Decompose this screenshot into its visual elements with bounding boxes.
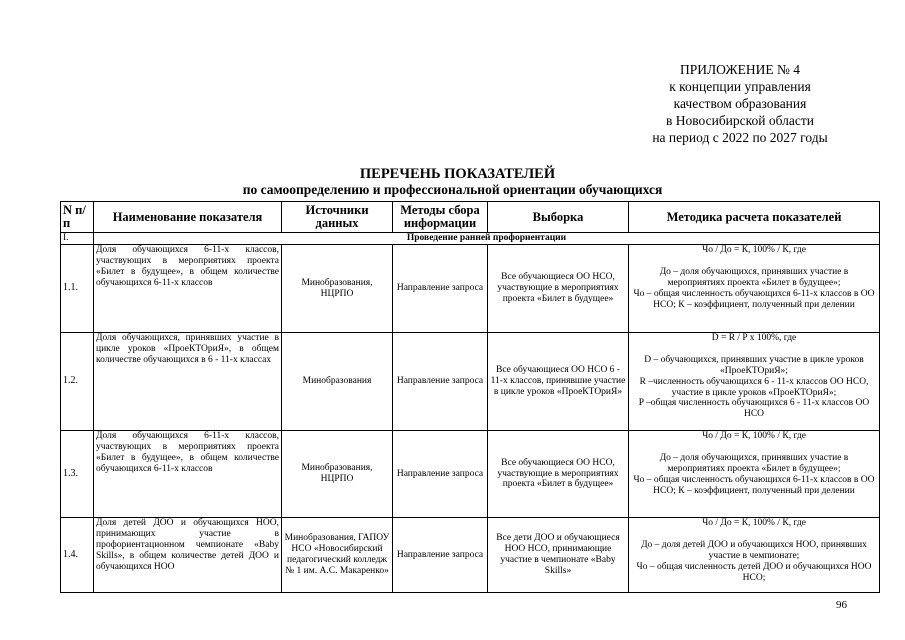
indicator-name: Доля обучающихся 6-11-х классов, участвующих в мероприятиях проекта «Билет в будущее», в общем количестве обучающихся 6-11-х классов	[94, 431, 282, 518]
appendix-line: к концепции управления	[669, 79, 811, 94]
title-line-1: ПЕРЕЧЕНЬ ПОКАЗАТЕЛЕЙ	[359, 166, 556, 182]
data-source: Минобразования, ГАПОУ НСО «Новосибирский педагогический колледж № 1 им. А.С. Макаренко»	[282, 518, 393, 593]
row-number: 1.2.	[61, 333, 94, 431]
method-spacer	[631, 256, 877, 267]
method-spacer	[631, 344, 877, 355]
row-number: 1.4.	[61, 518, 94, 593]
calculation-method	[629, 431, 880, 518]
method-line: До – доля обучающихся, принявших участие в мероприятиях проекта «Билет в будущее»;	[659, 452, 849, 474]
header-sources: Источники данных	[282, 202, 393, 233]
method-line: D – обучающихся, принявших участие в цикле уроков «ПроеКТОриЯ»;	[644, 354, 864, 376]
method-line: Чо – общая численность обучающихся 6-11-х классов в ОО НСО; К – коэффициент, полученный при делении	[633, 474, 875, 496]
collection-method: Направление запроса	[393, 333, 488, 431]
header-collection-methods: Методы сбора информации	[393, 202, 488, 233]
appendix-line: на период с 2022 по 2027 годы	[652, 130, 828, 145]
section-row	[61, 233, 880, 245]
method-line: Чо / До = К, 100% / К, где	[702, 431, 806, 441]
data-source: Минобразования, НЦРПО	[282, 431, 393, 518]
indicator-name: Доля обучающихся 6-11-х классов, участвующих в мероприятиях проекта «Билет в будущее», в общем количестве обучающихся 6-11-х классов	[94, 245, 282, 333]
table-row	[61, 518, 880, 593]
data-source: Минобразования, НЦРПО	[282, 245, 393, 333]
method-line: Чо / До = К, 100% / К, где	[702, 245, 806, 255]
data-source: Минобразования	[282, 333, 393, 431]
table-row	[61, 431, 880, 518]
method-line: P –общая численность обучающихся 6 - 11-х классов ОО НСО	[638, 398, 870, 420]
table-row	[61, 245, 880, 333]
method-line: D = R / P х 100%, где	[711, 333, 797, 343]
appendix-line: качеством образования	[673, 96, 807, 111]
method-line: До – доля обучающихся, принявших участие в мероприятиях проекта «Билет в будущее»;	[659, 266, 849, 288]
appendix-header	[620, 61, 860, 146]
calculation-method	[629, 518, 880, 593]
header-sample: Выборка	[488, 202, 629, 233]
section-title: Проведение ранней профориентации	[94, 233, 880, 245]
method-line: До – доля детей ДОО и обучающихся НОО, принявших участие в чемпионате;	[641, 539, 867, 561]
header-number: N п/п	[61, 202, 94, 233]
method-spacer	[631, 442, 877, 453]
indicator-name: Доля детей ДОО и обучающихся НОО, принимающих участие в профориентационном чемпионате «Baby Skills», в общем количестве детей ДОО и обучающихся НОО	[94, 518, 282, 593]
row-number: 1.1.	[61, 245, 94, 333]
method-line: Чо / До = К, 100% / К, где	[702, 518, 806, 528]
section-number: I.	[61, 233, 94, 245]
page-number: 96	[836, 599, 847, 611]
title-line-2: по самоопределению и профессиональной ориентации обучающихся	[242, 182, 663, 197]
method-spacer	[631, 529, 877, 540]
calculation-method	[629, 333, 880, 431]
document-title	[0, 166, 905, 198]
header-calculation-method: Методика расчета показателей	[629, 202, 880, 233]
appendix-line: в Новосибирской области	[665, 113, 815, 128]
sample: Все дети ДОО и обучающиеся НОО НСО, принимающие участие в чемпионате «Baby Skills»	[488, 518, 629, 593]
collection-method: Направление запроса	[393, 518, 488, 593]
sample: Все обучающиеся ОО НСО, участвующие в мероприятиях проекта «Билет в будущее»	[488, 431, 629, 518]
row-number: 1.3.	[61, 431, 94, 518]
indicator-name: Доля обучающихся, принявших участие в цикле уроков «ПроеКТОриЯ», в общем количестве обучающихся в 6 - 11-х классах	[94, 333, 282, 431]
indicators-table	[60, 201, 880, 593]
calculation-method	[629, 245, 880, 333]
sample: Все обучающиеся ОО НСО 6 - 11-х классов, принявшие участие в цикле уроков «ПроеКТОриЯ»	[488, 333, 629, 431]
method-line: Чо – общая численность детей ДОО и обучающихся НОО НСО;	[636, 561, 872, 583]
appendix-line: ПРИЛОЖЕНИЕ № 4	[679, 62, 801, 77]
method-line: R –численность обучающихся 6 - 11-х классов ОО НСО, участие в цикле уроков «ПроеКТОриЯ»;	[639, 376, 869, 398]
table-row	[61, 333, 880, 431]
method-line: Чо – общая численность обучающихся 6-11-х классов в ОО НСО; К – коэффициент, полученный при делении	[633, 288, 875, 310]
collection-method: Направление запроса	[393, 245, 488, 333]
header-name: Наименование показателя	[94, 202, 282, 233]
collection-method: Направление запроса	[393, 431, 488, 518]
sample: Все обучающиеся ОО НСО, участвующие в мероприятиях проекта «Билет в будущее»	[488, 245, 629, 333]
table-header-row	[61, 202, 880, 233]
